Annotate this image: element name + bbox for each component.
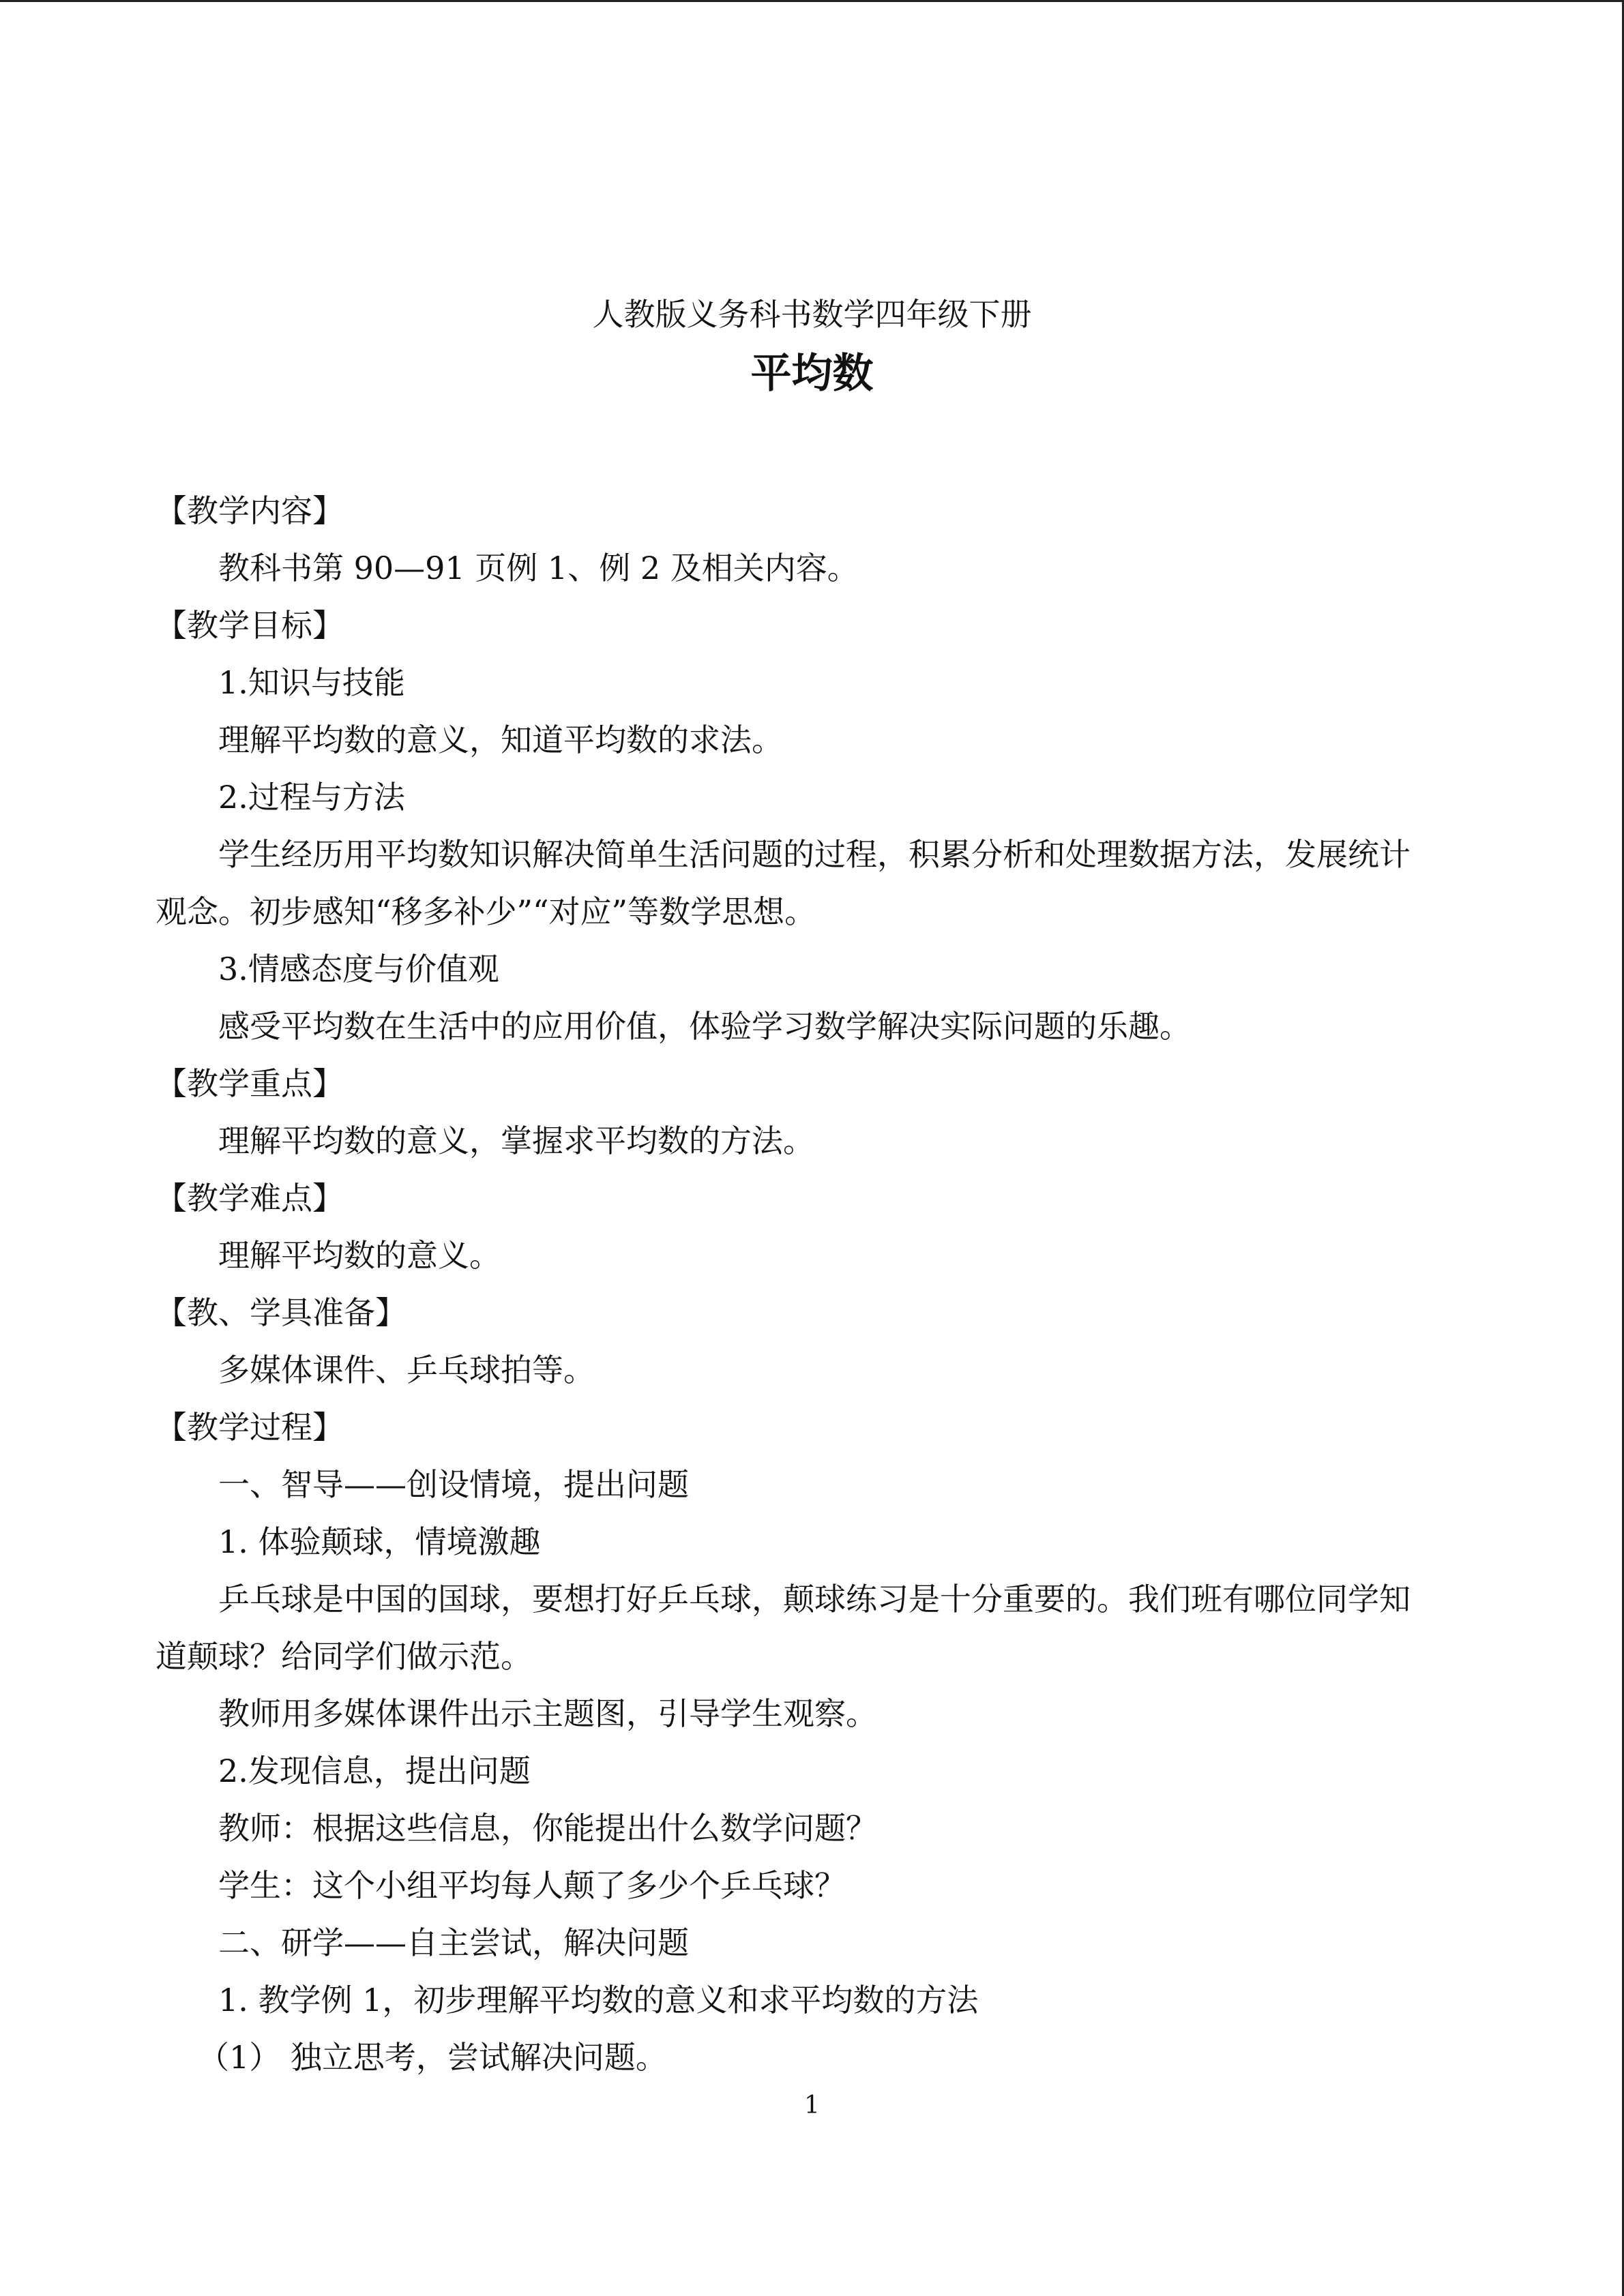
- document-subtitle: 人教版义务科书数学四年级下册: [592, 296, 1032, 333]
- paragraph-line: 学生经历用平均数知识解决简单生活问题的过程，积累分析和处理数据方法，发展统计: [218, 836, 1411, 873]
- paragraph-line: 学生：这个小组平均每人颠了多少个乒乓球？: [218, 1867, 846, 1904]
- paragraph-line: 乒乓球是中国的国球，要想打好乒乓球，颠球练习是十分重要的。我们班有哪位同学知: [218, 1581, 1411, 1617]
- page-number: 1: [804, 2091, 820, 2119]
- paragraph-line: 理解平均数的意义。: [218, 1237, 501, 1274]
- section-heading: 【教学重点】: [156, 1065, 344, 1102]
- paragraph-line: 理解平均数的意义，掌握求平均数的方法。: [218, 1122, 814, 1159]
- section-heading: 【教、学具准备】: [156, 1294, 407, 1331]
- paragraph-line: 一、智导——创设情境，提出问题: [218, 1466, 689, 1503]
- paragraph-line: 1. 教学例 1，初步理解平均数的意义和求平均数的方法: [218, 1982, 979, 2018]
- section-heading: 【教学过程】: [156, 1409, 344, 1446]
- paragraph-line: （1） 独立思考，尝试解决问题。: [198, 2039, 667, 2076]
- paragraph-line: 3.情感态度与价值观: [218, 951, 499, 987]
- section-heading: 【教学目标】: [156, 607, 344, 644]
- paragraph-line: 教师用多媒体课件出示主题图，引导学生观察。: [218, 1695, 877, 1732]
- paragraph-line: 道颠球？给同学们做示范。: [156, 1638, 532, 1675]
- paragraph-line: 感受平均数在生活中的应用价值，体验学习数学解决实际问题的乐趣。: [218, 1008, 1191, 1045]
- section-heading: 【教学难点】: [156, 1180, 344, 1217]
- paragraph-line: 1.知识与技能: [218, 664, 405, 701]
- paragraph-line: 教科书第 90—91 页例 1、例 2 及相关内容。: [218, 550, 859, 586]
- paragraph-line: 教师：根据这些信息，你能提出什么数学问题？: [218, 1810, 877, 1847]
- paragraph-line: 观念。初步感知“移多补少”“对应”等数学思想。: [156, 893, 816, 930]
- paragraph-line: 理解平均数的意义，知道平均数的求法。: [218, 721, 783, 758]
- section-heading: 【教学内容】: [156, 492, 344, 529]
- paragraph-line: 2.过程与方法: [218, 779, 405, 816]
- paragraph-line: 2.发现信息，提出问题: [218, 1753, 531, 1789]
- document-title: 平均数: [750, 350, 874, 398]
- paragraph-line: 1. 体验颠球，情境激趣: [218, 1523, 541, 1560]
- paragraph-line: 多媒体课件、乒乓球拍等。: [218, 1352, 595, 1388]
- document-body: [156, 482, 1472, 2086]
- paragraph-line: 二、研学——自主尝试，解决问题: [218, 1924, 689, 1961]
